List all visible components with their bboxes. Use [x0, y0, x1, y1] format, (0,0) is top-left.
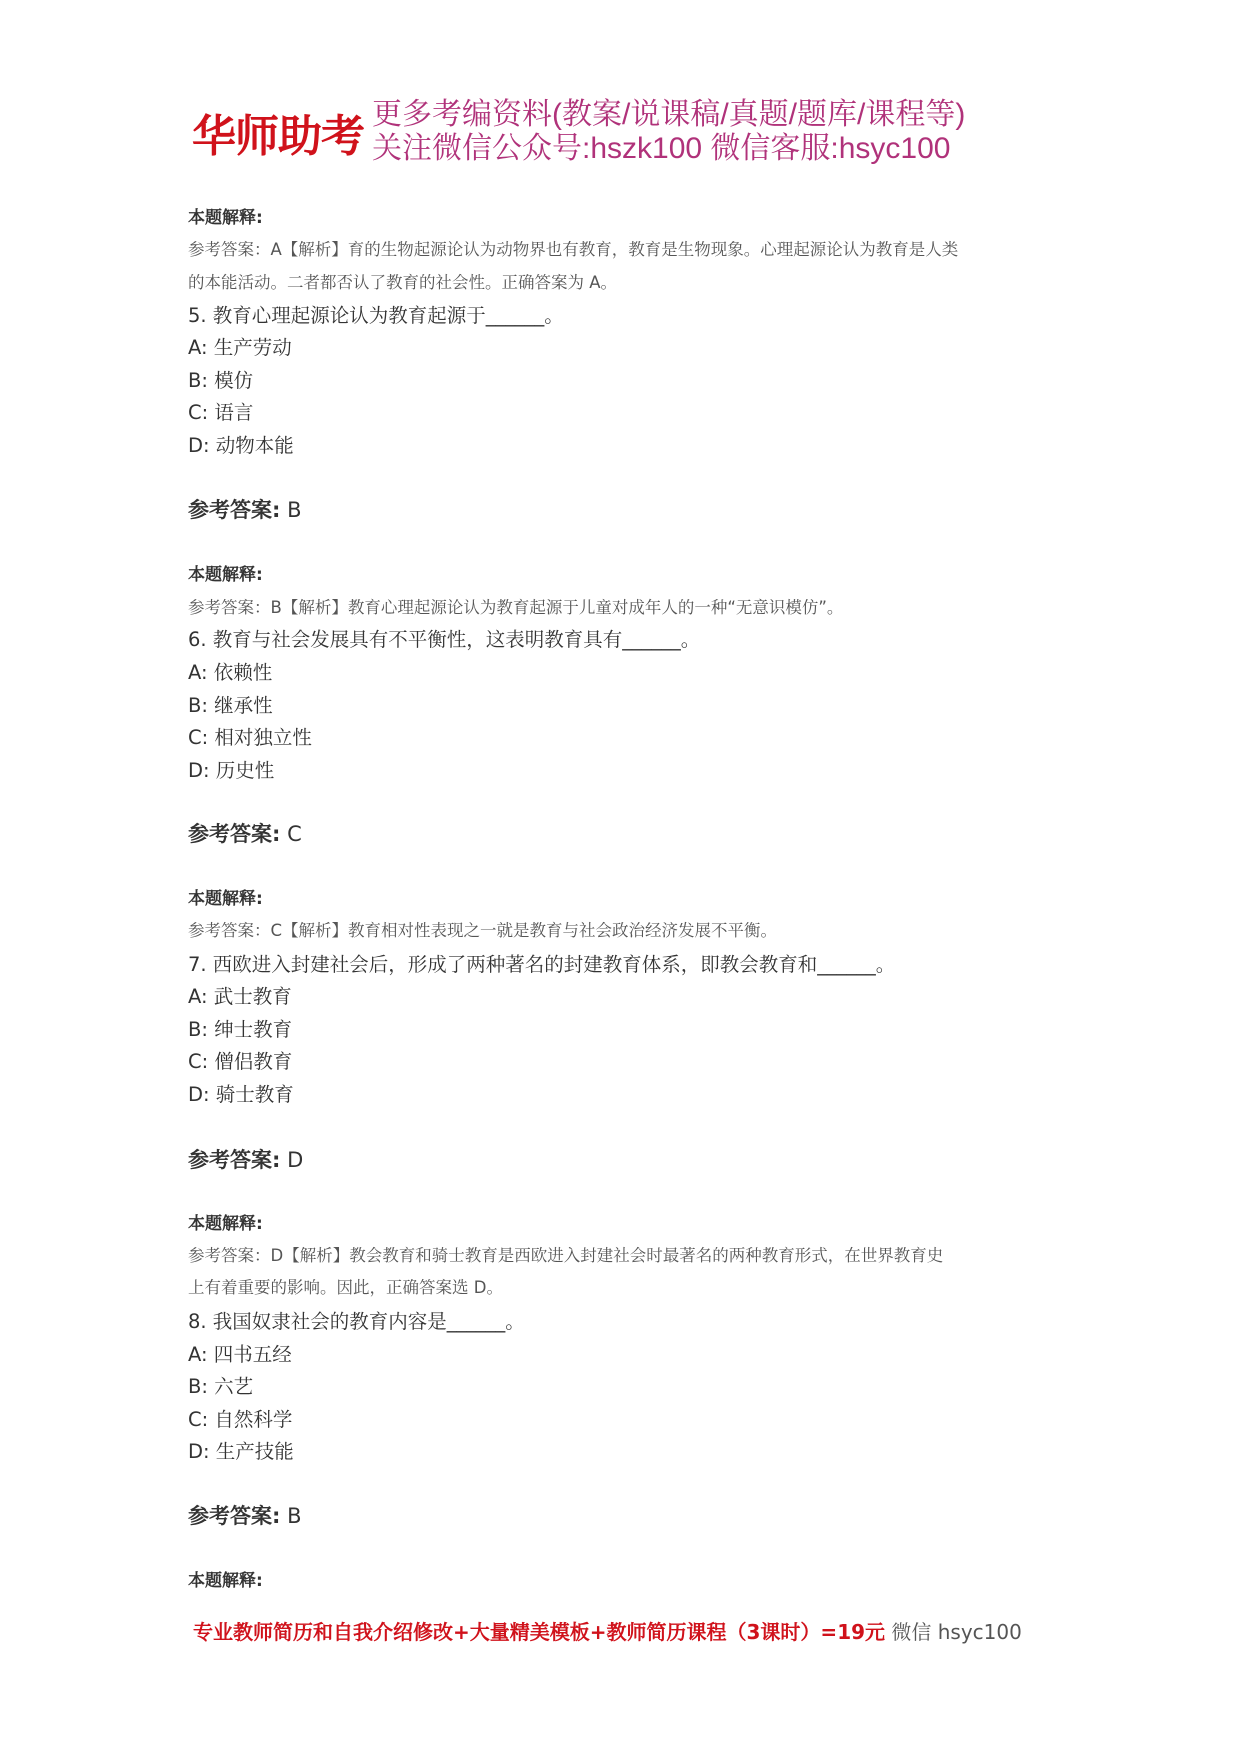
contact-text: 微信 hsyc100 [885, 1620, 1022, 1644]
header-banner [192, 96, 965, 168]
option-a: A: 武士教育 [188, 985, 292, 1008]
option-d: D: 历史性 [188, 759, 275, 782]
explain-label: 本题解释: [188, 889, 263, 909]
explain-text: 参考答案：D【解析】教会教育和骑士教育是西欧进入封建社会时最著名的两种教育形式，在世界教育史 [188, 1246, 944, 1265]
answer-value: D [287, 1148, 304, 1172]
explain-text: 参考答案：B【解析】教育心理起源论认为教育起源于儿童对成年人的一种“无意识模仿”。 [188, 598, 844, 617]
option-a: A: 四书五经 [188, 1343, 292, 1366]
option-a: A: 生产劳动 [188, 336, 292, 359]
footer-promo [193, 1616, 1022, 1645]
promo-text: 专业教师简历和自我介绍修改+大量精美模板+教师简历课程（3课时）=19元 [193, 1620, 886, 1644]
brand-logo: 华师助考 [192, 111, 364, 162]
answer-line [188, 824, 302, 845]
option-c: C: 自然科学 [188, 1408, 293, 1431]
answer-value: B [287, 1504, 302, 1528]
question-6: 6. 教育与社会发展具有不平衡性，这表明教育具有______。 [188, 628, 701, 651]
option-c: C: 语言 [188, 401, 254, 424]
question-8: 8. 我国奴隶社会的教育内容是______。 [188, 1310, 525, 1333]
banner-text [372, 98, 965, 166]
answer-label: 参考答案: [188, 1148, 281, 1172]
option-b: B: 绅士教育 [188, 1018, 293, 1041]
explain-text: 上有着重要的影响。因此，正确答案选 D。 [188, 1278, 503, 1297]
banner-line-1: 更多考编资料(教案/说课稿/真题/题库/课程等) [372, 98, 966, 131]
answer-line [188, 500, 302, 521]
answer-value: C [287, 822, 302, 846]
option-a: A: 依赖性 [188, 661, 273, 684]
question-7: 7. 西欧进入封建社会后，形成了两种著名的封建教育体系，即教会教育和______。 [188, 953, 896, 976]
answer-line [188, 1506, 302, 1527]
option-d: D: 骑士教育 [188, 1083, 294, 1106]
explain-label: 本题解释: [188, 1571, 263, 1591]
explain-text: 的本能活动。二者都否认了教育的社会性。正确答案为 A。 [188, 273, 618, 292]
option-b: B: 继承性 [188, 694, 273, 717]
answer-label: 参考答案: [188, 498, 281, 522]
option-d: D: 生产技能 [188, 1440, 294, 1463]
option-c: C: 相对独立性 [188, 726, 312, 749]
explain-label: 本题解释: [188, 565, 263, 585]
option-b: B: 六艺 [188, 1375, 254, 1398]
option-b: B: 模仿 [188, 369, 254, 392]
option-c: C: 僧侣教育 [188, 1050, 293, 1073]
explain-text: 参考答案：C【解析】教育相对性表现之一就是教育与社会政治经济发展不平衡。 [188, 921, 778, 940]
explain-text: 参考答案：A【解析】育的生物起源论认为动物界也有教育，教育是生物现象。心理起源论认为教育是人类 [188, 240, 959, 259]
answer-line [188, 1150, 303, 1171]
option-d: D: 动物本能 [188, 434, 294, 457]
answer-label: 参考答案: [188, 822, 281, 846]
banner-line-2: 关注微信公众号:hszk100 微信客服:hsyc100 [372, 132, 951, 165]
answer-label: 参考答案: [188, 1504, 281, 1528]
question-5: 5. 教育心理起源论认为教育起源于______。 [188, 304, 564, 327]
explain-label: 本题解释: [188, 208, 263, 228]
answer-value: B [287, 498, 302, 522]
explain-label: 本题解释: [188, 1214, 263, 1234]
